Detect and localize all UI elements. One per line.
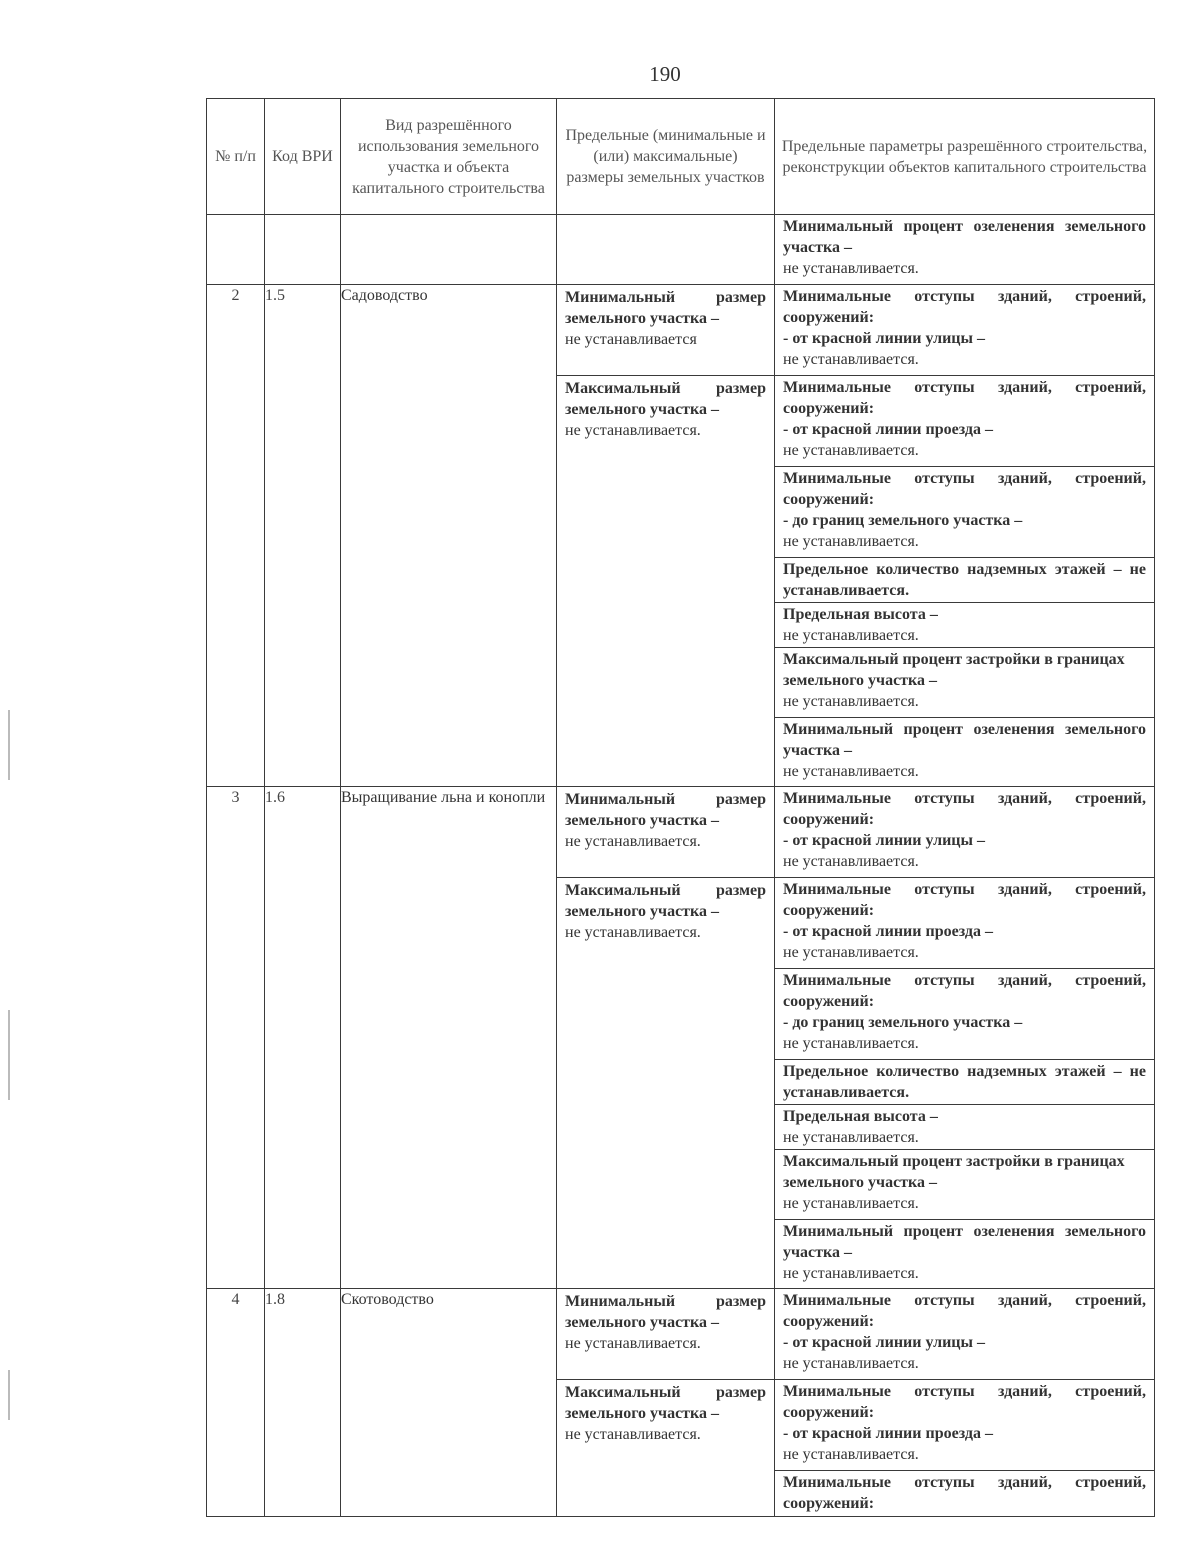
param-block [775, 1220, 1154, 1288]
param-title: Минимальный процент озеленения земельного участка – [783, 1223, 1146, 1261]
param-detail: - от красной линии проезда – [783, 421, 993, 438]
param-title: Минимальные отступы зданий, строений, сооружений: [783, 288, 1146, 326]
param-block [775, 1289, 1154, 1380]
param-value: не устанавливается. [783, 853, 919, 870]
param-value: не устанавливается. [783, 944, 919, 961]
row-num: 2 [207, 285, 265, 787]
size-value: не устанавливается. [565, 833, 701, 850]
param-block [775, 718, 1154, 786]
size-block [557, 787, 774, 878]
params-cell [775, 787, 1155, 1289]
param-title: Минимальные отступы зданий, строений, сооружений: [783, 379, 1146, 417]
param-block [775, 376, 1154, 467]
size-block [557, 1380, 774, 1471]
param-block [775, 1380, 1154, 1471]
row-type: Выращивание льна и конопли [341, 787, 557, 1289]
param-title: Максимальный процент застройки в границах земельного участка – [783, 651, 1125, 689]
param-title: Минимальные отступы зданий, строений, сооружений: [783, 1474, 1146, 1512]
scan-margin-mark [8, 1010, 10, 1100]
param-title: Максимальный процент застройки в границах земельного участка – [783, 1153, 1125, 1191]
continuation-row [207, 215, 1155, 285]
param-block [775, 285, 1154, 376]
size-cell [557, 1289, 775, 1517]
size-value: не устанавливается. [565, 924, 701, 941]
param-value: не устанавливается. [783, 763, 919, 780]
header-type: Вид разрешённого использования земельного участка и объекта капитального строительства [341, 99, 557, 215]
size-cell [557, 787, 775, 1289]
table-row [207, 285, 1155, 787]
param-value: не устанавливается. [783, 1035, 919, 1052]
row-code: 1.8 [265, 1289, 341, 1517]
param-block [775, 467, 1154, 558]
size-cell [557, 285, 775, 787]
param-value: не устанавливается. [783, 1129, 919, 1146]
param-cell [775, 215, 1154, 283]
size-block [557, 1289, 774, 1380]
param-detail: - от красной линии проезда – [783, 923, 993, 940]
param-detail: - от красной линии проезда – [783, 1425, 993, 1442]
param-block [775, 558, 1154, 603]
param-value: не устанавливается. [783, 693, 919, 710]
param-block [775, 969, 1154, 1060]
param-title: Предельное количество надземных этажей – не устанавливается. [783, 561, 1146, 599]
params-cell [775, 1289, 1155, 1517]
param-value: не устанавливается. [783, 627, 919, 644]
scan-margin-mark [8, 710, 10, 780]
param-detail: - до границ земельного участка – [783, 512, 1023, 529]
size-title: Максимальный размер земельного участка – [565, 1384, 766, 1422]
size-title: Максимальный размер земельного участка – [565, 882, 766, 920]
row-code: 1.5 [265, 285, 341, 787]
param-title: Предельная высота – [783, 1108, 938, 1125]
row-num: 3 [207, 787, 265, 1289]
size-title: Максимальный размер земельного участка – [565, 380, 766, 418]
param-detail: - от красной линии улицы – [783, 832, 985, 849]
param-block [775, 603, 1154, 648]
header-code: Код ВРИ [265, 99, 341, 215]
params-cell [775, 285, 1155, 787]
size-block [557, 376, 774, 467]
page-number: 190 [649, 62, 681, 86]
param-title: Минимальные отступы зданий, строений, сооружений: [783, 470, 1146, 508]
row-code: 1.6 [265, 787, 341, 1289]
param-title: Минимальный процент озеленения земельного участка – [783, 721, 1146, 759]
param-block [775, 1471, 1154, 1516]
row-type: Садоводство [341, 285, 557, 787]
size-value: не устанавливается. [565, 1426, 701, 1443]
table-row [207, 1289, 1155, 1517]
header-size: Предельные (минимальные и (или) максимальные) размеры земельных участков [557, 99, 775, 215]
scan-margin-mark [8, 1370, 10, 1420]
size-value: не устанавливается. [565, 1335, 701, 1352]
param-block [775, 648, 1154, 718]
header-params: Предельные параметры разрешённого строительства, реконструкции объектов капитального строительства [775, 99, 1155, 215]
row-type: Скотоводство [341, 1289, 557, 1517]
param-title: Предельная высота – [783, 606, 938, 623]
size-block [557, 285, 774, 376]
size-title: Минимальный размер земельного участка – [565, 791, 766, 829]
param-value: не устанавливается. [783, 1265, 919, 1282]
param-title: Минимальный процент озеленения земельного участка – [783, 218, 1146, 256]
size-title: Минимальный размер земельного участка – [565, 1293, 766, 1331]
param-detail: - до границ земельного участка – [783, 1014, 1023, 1031]
param-block [775, 787, 1154, 878]
param-value: не устанавливается. [783, 1355, 919, 1372]
param-value: не устанавливается. [783, 442, 919, 459]
param-title: Предельное количество надземных этажей – не устанавливается. [783, 1063, 1146, 1101]
param-title: Минимальные отступы зданий, строений, сооружений: [783, 1383, 1146, 1421]
param-block [775, 1105, 1154, 1150]
param-value: не устанавливается. [783, 1195, 919, 1212]
size-value: не устанавливается. [565, 422, 701, 439]
size-value: не устанавливается [565, 331, 697, 348]
param-title: Минимальные отступы зданий, строений, сооружений: [783, 1292, 1146, 1330]
param-value: не устанавливается. [783, 351, 919, 368]
param-block [775, 1150, 1154, 1220]
header-row [207, 99, 1155, 215]
param-title: Минимальные отступы зданий, строений, сооружений: [783, 790, 1146, 828]
param-block [775, 1060, 1154, 1105]
param-title: Минимальные отступы зданий, строений, сооружений: [783, 881, 1146, 919]
param-detail: - от красной линии улицы – [783, 330, 985, 347]
param-value: не устанавливается. [783, 533, 919, 550]
param-value: не устанавливается. [783, 1446, 919, 1463]
size-block [557, 878, 774, 969]
param-value: не устанавливается. [783, 260, 919, 277]
param-title: Минимальные отступы зданий, строений, сооружений: [783, 972, 1146, 1010]
row-num: 4 [207, 1289, 265, 1517]
param-block [775, 878, 1154, 969]
header-num: № п/п [207, 99, 265, 215]
param-detail: - от красной линии улицы – [783, 1334, 985, 1351]
regulations-table [206, 98, 1155, 1517]
size-title: Минимальный размер земельного участка – [565, 289, 766, 327]
table-row [207, 787, 1155, 1289]
